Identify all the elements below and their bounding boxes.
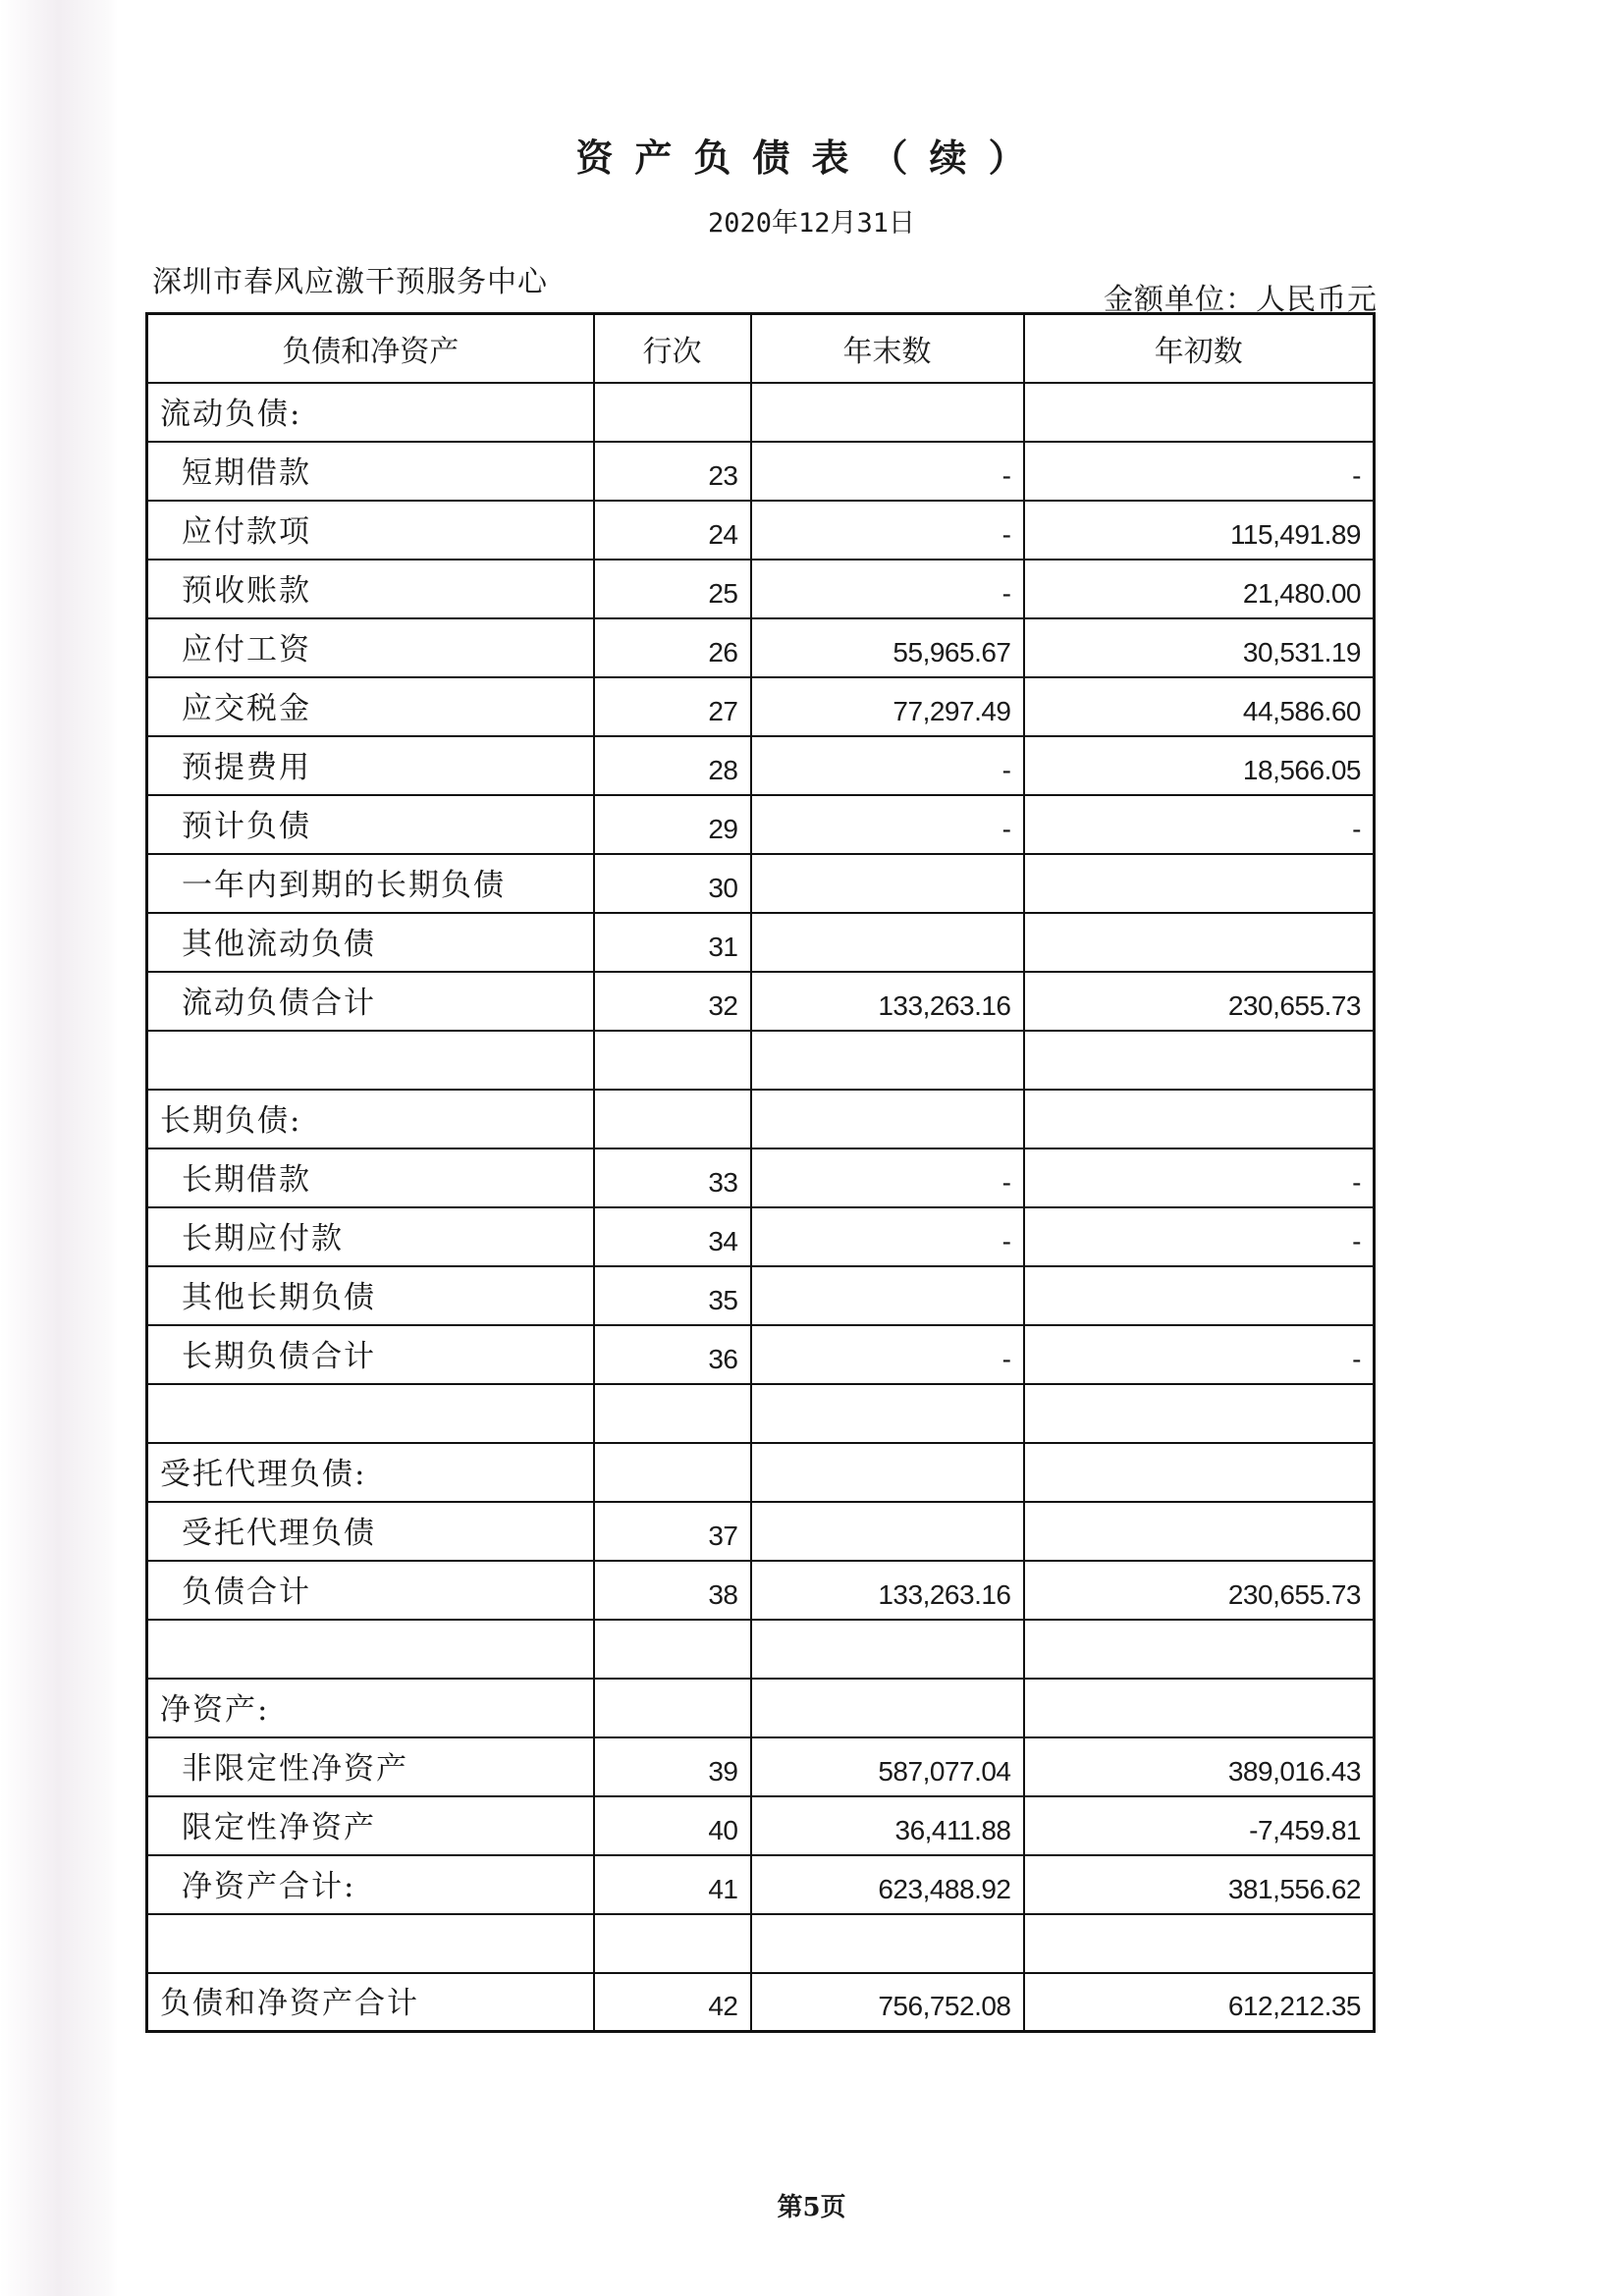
table-row [147,972,1375,1031]
row-item-name [147,1914,594,1973]
currency-unit: 金额单位：人民币元 [1104,283,1378,317]
row-line-number [594,1679,751,1737]
row-line-number: 24 [594,501,751,560]
row-line-number [594,1443,751,1502]
row-year-end-value [751,854,1024,913]
row-year-begin-value [1024,913,1375,972]
row-line-number: 29 [594,795,751,854]
column-header-year-end: 年末数 [751,314,1024,383]
table-row [147,618,1375,677]
row-line-number: 23 [594,442,751,501]
row-line-number: 42 [594,1973,751,2032]
row-line-number: 28 [594,736,751,795]
row-year-begin-value [1024,854,1375,913]
row-year-begin-value: - [1024,1148,1375,1207]
row-year-end-value [751,383,1024,442]
row-item-name: 净资产合计: [147,1855,594,1914]
row-year-begin-value [1024,1031,1375,1090]
row-item-name: 长期负债合计 [147,1325,594,1384]
row-item-name: 长期应付款 [147,1207,594,1266]
row-item-name: 其他长期负债 [147,1266,594,1325]
row-year-begin-value [1024,383,1375,442]
table-row [147,1207,1375,1266]
row-year-end-value: - [751,1207,1024,1266]
table-row [147,1148,1375,1207]
table-row [147,442,1375,501]
table-row [147,1914,1375,1973]
table-row [147,1679,1375,1737]
row-item-name: 负债合计 [147,1561,594,1620]
table-row [147,1031,1375,1090]
row-item-name: 长期借款 [147,1148,594,1207]
row-year-end-value [751,1266,1024,1325]
row-year-begin-value [1024,1266,1375,1325]
table-row [147,736,1375,795]
row-line-number: 38 [594,1561,751,1620]
row-item-name: 应交税金 [147,677,594,736]
row-year-end-value: - [751,501,1024,560]
scan-edge-shading [0,0,118,2296]
table-row [147,1443,1375,1502]
row-item-name: 长期负债: [147,1090,594,1148]
table-row [147,1266,1375,1325]
row-year-end-value [751,1031,1024,1090]
row-line-number: 40 [594,1796,751,1855]
row-item-name: 预收账款 [147,560,594,618]
row-item-name [147,1384,594,1443]
row-year-end-value: 36,411.88 [751,1796,1024,1855]
row-year-begin-value: - [1024,1325,1375,1384]
row-year-end-value: - [751,795,1024,854]
table-row [147,1502,1375,1561]
page-title: 资产负债表（续） [575,135,1048,180]
row-line-number [594,1914,751,1973]
row-item-name: 短期借款 [147,442,594,501]
row-year-begin-value [1024,1090,1375,1148]
row-line-number: 26 [594,618,751,677]
report-date: 2020年12月31日 [707,208,916,239]
row-year-begin-value: 18,566.05 [1024,736,1375,795]
row-line-number: 33 [594,1148,751,1207]
row-line-number: 34 [594,1207,751,1266]
row-year-end-value [751,1384,1024,1443]
row-year-end-value: 623,488.92 [751,1855,1024,1914]
table-row [147,677,1375,736]
row-year-end-value: - [751,1148,1024,1207]
row-year-begin-value: 381,556.62 [1024,1855,1375,1914]
table-row [147,1855,1375,1914]
row-year-end-value: - [751,442,1024,501]
row-line-number [594,1090,751,1148]
row-year-begin-value: - [1024,442,1375,501]
row-item-name: 非限定性净资产 [147,1737,594,1796]
row-year-begin-value: 230,655.73 [1024,972,1375,1031]
row-year-begin-value [1024,1679,1375,1737]
row-year-begin-value [1024,1502,1375,1561]
organization-name: 深圳市春风应激干预服务中心 [152,265,548,299]
row-year-end-value: - [751,1325,1024,1384]
row-item-name: 其他流动负债 [147,913,594,972]
row-item-name: 受托代理负债 [147,1502,594,1561]
table-row [147,1325,1375,1384]
table-row [147,1973,1375,2032]
row-year-end-value: 756,752.08 [751,1973,1024,2032]
row-item-name: 流动负债合计 [147,972,594,1031]
row-item-name: 预提费用 [147,736,594,795]
row-item-name: 预计负债 [147,795,594,854]
row-line-number: 31 [594,913,751,972]
row-year-begin-value [1024,1914,1375,1973]
row-item-name: 受托代理负债: [147,1443,594,1502]
row-line-number: 36 [594,1325,751,1384]
table-body [147,383,1375,2032]
row-item-name: 净资产: [147,1679,594,1737]
row-year-end-value [751,1679,1024,1737]
row-year-end-value [751,1502,1024,1561]
row-year-end-value [751,913,1024,972]
row-year-end-value: - [751,736,1024,795]
row-year-begin-value: 389,016.43 [1024,1737,1375,1796]
column-header-line: 行次 [594,314,751,383]
row-year-end-value [751,1443,1024,1502]
row-item-name [147,1620,594,1679]
row-line-number: 35 [594,1266,751,1325]
balance-sheet-table [145,312,1376,2033]
table-row [147,1796,1375,1855]
row-year-end-value [751,1620,1024,1679]
row-item-name: 负债和净资产合计 [147,1973,594,2032]
row-item-name: 限定性净资产 [147,1796,594,1855]
page-number: 第5页 [777,2193,846,2222]
row-year-begin-value: - [1024,1207,1375,1266]
row-year-begin-value: 612,212.35 [1024,1973,1375,2032]
row-year-begin-value: 30,531.19 [1024,618,1375,677]
row-item-name: 一年内到期的长期负债 [147,854,594,913]
row-line-number: 25 [594,560,751,618]
row-year-end-value [751,1090,1024,1148]
row-item-name: 应付工资 [147,618,594,677]
row-line-number: 30 [594,854,751,913]
row-line-number: 27 [594,677,751,736]
row-year-begin-value: -7,459.81 [1024,1796,1375,1855]
table-row [147,854,1375,913]
row-year-begin-value [1024,1384,1375,1443]
row-line-number [594,1384,751,1443]
row-year-begin-value [1024,1443,1375,1502]
row-line-number [594,383,751,442]
row-year-end-value: 55,965.67 [751,618,1024,677]
row-year-begin-value: 44,586.60 [1024,677,1375,736]
row-line-number [594,1620,751,1679]
row-year-end-value: 133,263.16 [751,1561,1024,1620]
row-year-end-value [751,1914,1024,1973]
row-line-number [594,1031,751,1090]
row-year-begin-value: 230,655.73 [1024,1561,1375,1620]
table-row [147,1090,1375,1148]
table-row [147,1737,1375,1796]
row-line-number: 41 [594,1855,751,1914]
row-year-begin-value: - [1024,795,1375,854]
row-line-number: 39 [594,1737,751,1796]
column-header-year-begin: 年初数 [1024,314,1375,383]
row-item-name: 流动负债: [147,383,594,442]
table-header-row [147,314,1375,383]
row-year-end-value: - [751,560,1024,618]
table-row [147,1620,1375,1679]
row-year-begin-value [1024,1620,1375,1679]
row-line-number: 37 [594,1502,751,1561]
table-row [147,383,1375,442]
row-year-end-value: 587,077.04 [751,1737,1024,1796]
table-row [147,560,1375,618]
table-row [147,501,1375,560]
row-year-end-value: 133,263.16 [751,972,1024,1031]
row-year-begin-value: 21,480.00 [1024,560,1375,618]
row-year-begin-value: 115,491.89 [1024,501,1375,560]
table-row [147,1384,1375,1443]
row-item-name: 应付款项 [147,501,594,560]
table-row [147,1561,1375,1620]
row-line-number: 32 [594,972,751,1031]
row-year-end-value: 77,297.49 [751,677,1024,736]
column-header-item: 负债和净资产 [147,314,594,383]
table-row [147,913,1375,972]
table-row [147,795,1375,854]
row-item-name [147,1031,594,1090]
